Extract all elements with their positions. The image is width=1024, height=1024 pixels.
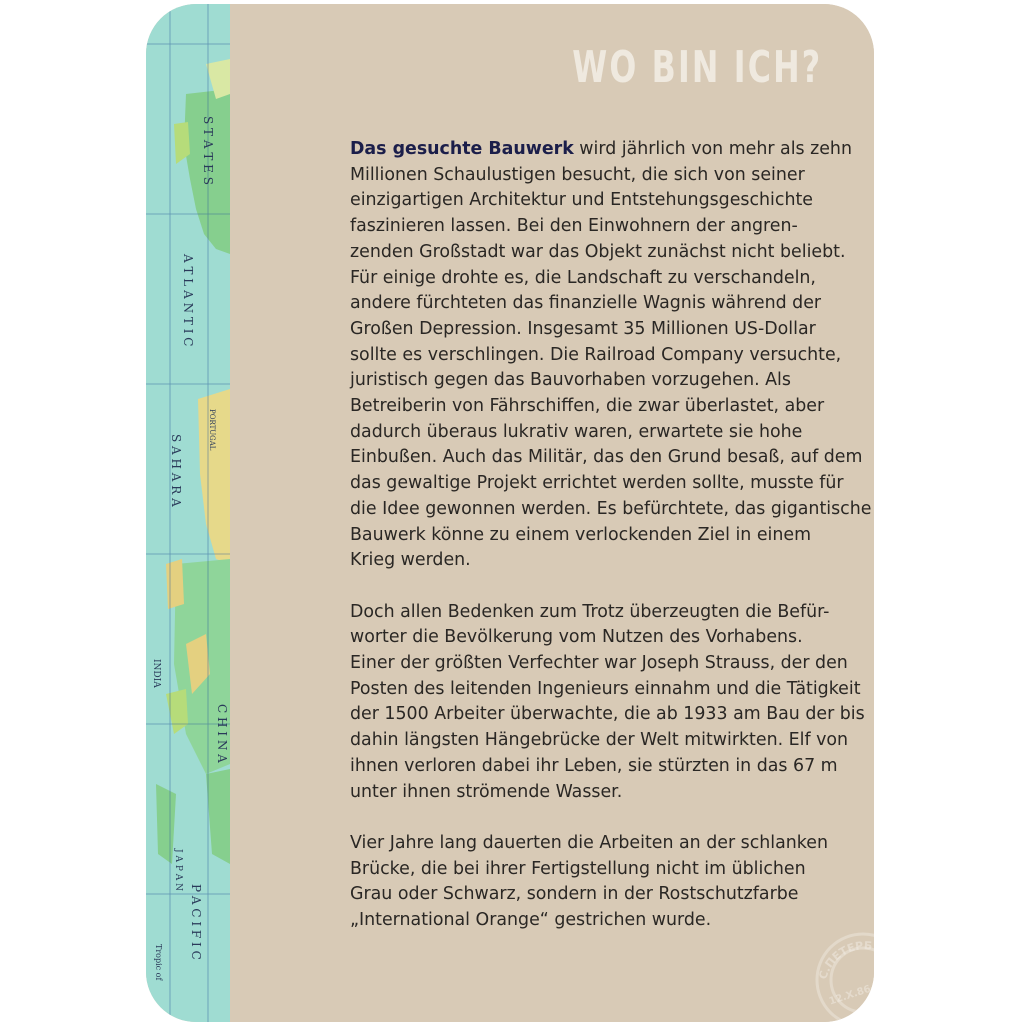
- map-label-atlantic: A T L A N T I C: [181, 254, 195, 347]
- quiz-card: [146, 4, 900, 1022]
- stamp-city: С.ПЕТЕРБУРГ: [816, 939, 900, 981]
- paragraph-1-text: wird jährlich von mehr als zehn Millionen Schaulustigen besucht, die sich von seiner einzigartigen Architektur und Entstehungsgeschichte faszinieren lassen. Bei den Einwohnern der angren- zenden Großstadt war das Objekt zunächst nicht beliebt. Für einige drohte es, die Landschaft zu verschandeln, andere fürchteten das finanzielle Wagnis während der Großen Depression. Insgesamt 35 Millionen US-Dollar sollte es verschlingen. Die Railroad Company versuchte, juristisch gegen das Bauvorhaben vorzugehen. Als Betreiberin von Fährschiffen, die zwar überlastet, aber dadurch überaus lukrativ waren, erwartete sie hohe Einbußen. Auch das Militär, das den Grund besaß, auf dem das gewaltige Projekt errichtet werden sollte, musste für die Idee gewonnen werden. Es befürchtete, das gigantische Bauwerk könne zu einem verlockenden Ziel in einem Krieg werden.: [350, 139, 872, 571]
- stamp-date: 12.X.86-2.4.: [827, 975, 897, 1008]
- map-label-china: C H I N A: [215, 704, 229, 763]
- map-label-pacific: P A C I F I C: [189, 884, 203, 960]
- paragraph-3: Vier Jahre lang dauerten die Arbeiten an der schlanken Brücke, die bei ihrer Fertigstellung nicht im üblichen Grau oder Schwarz, sondern in der Rostschutzfarbe „International Orange“ gestrichen wurde.: [350, 832, 828, 931]
- world-map-image: [146, 4, 230, 1022]
- lead-phrase: Das gesuchte Bauwerk: [350, 139, 574, 159]
- paragraph-1: [350, 137, 874, 574]
- map-label-states: S T A T E S: [201, 116, 215, 185]
- card-title: WO BIN ICH?: [571, 42, 822, 93]
- postmark-stamp: [808, 922, 900, 1022]
- map-label-portugal: PORTUGAL: [208, 409, 216, 451]
- map-label-japan: J A P A N: [173, 849, 183, 891]
- paragraph-2: Doch allen Bedenken zum Trotz überzeugten die Befür- worter die Bevölkerung vom Nutzen des Vorhabens. Einer der größten Verfechter war Joseph Strauss, der den Posten des leitenden Ingenieurs einnahm und die Tätigkeit der 1500 Arbeiter überwachte, die ab 1933 am Bau der bis dahin längsten Hängebrücke der Welt mitwirkten. Elf von ihnen verloren dabei ihr Leben, sie stürzten in das 67 m unter ihnen strömende Wasser.: [350, 601, 865, 802]
- map-label-india: INDIA: [151, 659, 161, 688]
- card-paper: [230, 4, 900, 1022]
- map-label-tropic: Tropic of: [154, 944, 163, 981]
- map-label-sahara: S A H A R A: [169, 434, 183, 507]
- world-map-strip: [146, 4, 230, 1022]
- card-body: [350, 137, 874, 959]
